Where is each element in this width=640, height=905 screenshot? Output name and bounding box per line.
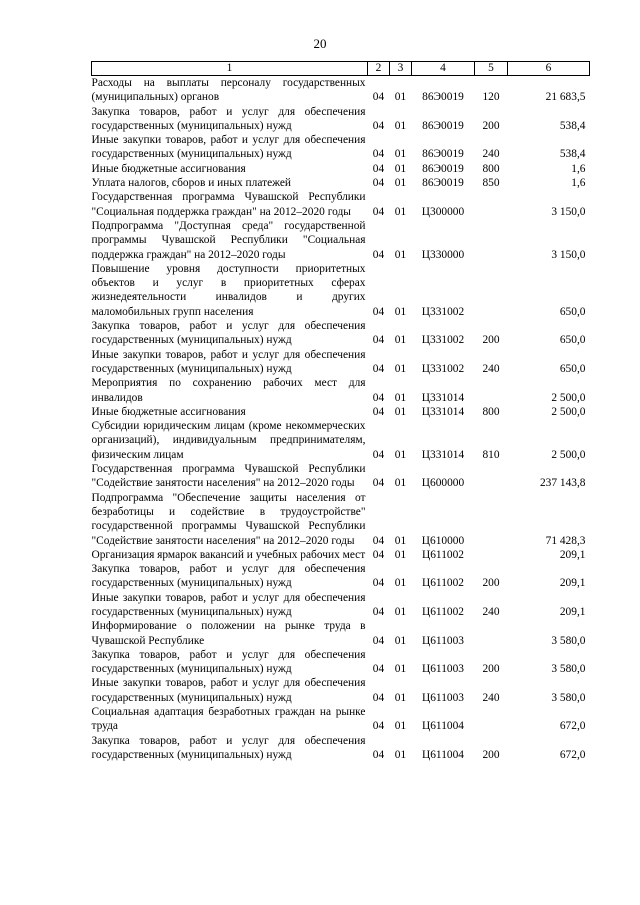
row-subsection: 01 [394,663,407,676]
header-col-section: 2 [368,62,390,76]
table-row [92,262,590,319]
row-name: Расходы на выплаты персоналу государственных (муниципальных) органов [91,77,366,104]
row-amount: 2 500,0 [551,405,586,418]
row-amount: 3 150,0 [551,248,586,261]
row-expense-type [475,619,508,648]
row-expense-type [475,190,508,219]
row-amount: 3 580,0 [551,634,586,647]
row-name: Подпрограмма "Доступная среда" государственной программы Чувашской Республики "Социальная поддержка граждан" на 2012–2020 годы [91,219,366,261]
table-row [92,562,590,591]
row-target-article: Ц300000 [421,205,465,218]
row-target-article: Ц600000 [421,477,465,490]
row-target-article: Ц611002 [422,605,464,618]
table-row [92,133,590,162]
row-expense-type [475,705,508,734]
row-section: 04 [372,205,385,218]
row-name: Закупка товаров, работ и услуг для обеспечения государственных (муниципальных) нужд [91,320,366,347]
row-target-article: 86Э0019 [422,91,464,104]
row-section: 04 [372,663,385,676]
row-section: 04 [372,148,385,161]
row-subsection: 01 [394,177,407,190]
row-name: Государственная программа Чувашской Республики "Социальная поддержка граждан" на 2012–2020 годы [91,191,366,218]
table-row [92,648,590,677]
page-number: 20 [313,36,327,51]
table-row [92,190,590,219]
row-name: Повышение уровня доступности приоритетных объектов и услуг в приоритетных сферах жизнедеятельности инвалидов и других маломобильных групп населения [91,262,366,318]
row-amount: 650,0 [559,362,586,375]
table-row [92,405,590,419]
row-target-article: Ц331002 [421,362,465,375]
table-body [92,76,590,763]
row-subsection: 01 [394,477,407,490]
row-expense-type [475,548,508,562]
row-subsection: 01 [394,577,407,590]
row-expense-type: 850 [482,177,500,190]
row-section: 04 [372,119,385,132]
row-section: 04 [372,534,385,547]
row-target-article: Ц331014 [421,405,465,418]
row-name: Мероприятия по сохранению рабочих мест для инвалидов [91,377,366,404]
row-target-article: 86Э0019 [422,177,464,190]
row-name: Иные бюджетные ассигнования [91,405,246,418]
row-subsection: 01 [394,720,407,733]
row-name: Закупка товаров, работ и услуг для обеспечения государственных (муниципальных) нужд [91,105,366,132]
row-section: 04 [372,162,385,175]
row-amount: 650,0 [559,305,586,318]
header-col-name: 1 [92,62,368,76]
row-section: 04 [372,577,385,590]
row-subsection: 01 [394,205,407,218]
row-target-article: Ц611002 [422,548,464,561]
row-expense-type: 240 [482,362,500,375]
header-row [92,62,590,76]
row-amount: 1,6 [571,162,586,175]
row-section: 04 [372,391,385,404]
row-amount: 2 500,0 [551,448,586,461]
row-expense-type [475,376,508,405]
table-row [92,491,590,548]
row-target-article: Ц610000 [421,534,465,547]
row-amount: 650,0 [559,334,586,347]
table-row [92,734,590,763]
table-row [92,176,590,190]
row-name: Субсидии юридическим лицам (кроме некоммерческих организаций), индивидуальным предпринимателям, физическим лицам [91,420,366,461]
row-target-article: Ц611004 [422,748,464,761]
row-name: Закупка товаров, работ и услуг для обеспечения государственных (муниципальных) нужд [91,734,366,761]
row-target-article: Ц331002 [421,334,465,347]
row-expense-type [475,462,508,491]
row-subsection: 01 [394,305,407,318]
row-amount: 672,0 [559,720,586,733]
row-name: Информирование о положении на рынке труда в Чувашской Республике [91,620,366,647]
row-name: Иные закупки товаров, работ и услуг для обеспечения государственных (муниципальных) нужд [91,348,366,375]
table-row [92,705,590,734]
table-header [92,62,590,76]
row-subsection: 01 [394,362,407,375]
table-row [92,619,590,648]
row-target-article: 86Э0019 [422,119,464,132]
row-expense-type: 200 [482,577,500,590]
row-section: 04 [372,477,385,490]
row-amount: 2 500,0 [551,391,586,404]
table-row [92,319,590,348]
row-name: Подпрограмма "Обеспечение защиты населения от безработицы и содействие в трудоустройстве" государственной программы Чувашской Республики "Содействие занятости населения" на 2012–2020 годы [91,491,366,547]
row-expense-type: 240 [482,148,500,161]
row-expense-type: 200 [482,334,500,347]
budget-table [91,61,590,762]
row-target-article: 86Э0019 [422,162,464,175]
row-expense-type: 120 [482,91,500,104]
row-name: Закупка товаров, работ и услуг для обеспечения государственных (муниципальных) нужд [91,648,366,676]
row-name: Уплата налогов, сборов и иных платежей [91,177,291,190]
header-col-amount: 6 [508,62,590,76]
row-section: 04 [372,448,385,461]
row-subsection: 01 [394,534,407,547]
row-section: 04 [372,748,385,761]
row-amount: 538,4 [559,148,586,161]
row-target-article: Ц611004 [422,720,464,733]
row-subsection: 01 [394,748,407,761]
row-expense-type [475,219,508,262]
table-row [92,419,590,462]
table-row [92,676,590,705]
row-expense-type: 240 [482,691,500,704]
row-amount: 71 428,3 [545,534,586,547]
row-target-article: Ц331002 [421,305,465,318]
row-amount: 3 150,0 [551,205,586,218]
row-expense-type: 810 [482,448,500,461]
row-target-article: Ц611003 [422,663,464,676]
row-expense-type: 200 [482,663,500,676]
row-expense-type [475,262,508,319]
row-section: 04 [372,362,385,375]
row-expense-type: 200 [482,748,500,761]
row-expense-type [475,491,508,548]
row-expense-type: 800 [482,405,500,418]
row-target-article: 86Э0019 [422,148,464,161]
row-subsection: 01 [394,691,407,704]
row-subsection: 01 [394,548,407,561]
row-name: Государственная программа Чувашской Республики "Содействие занятости населения" на 2012–2020 годы [91,463,366,490]
table-row [92,105,590,134]
row-amount: 672,0 [559,748,586,761]
row-section: 04 [372,334,385,347]
row-section: 04 [372,305,385,318]
row-expense-type: 800 [482,162,500,175]
header-col-expense-type: 5 [475,62,508,76]
row-section: 04 [372,605,385,618]
row-subsection: 01 [394,91,407,104]
row-subsection: 01 [394,448,407,461]
row-name: Социальная адаптация безработных граждан на рынке труда [91,706,366,733]
row-name: Иные закупки товаров, работ и услуг для обеспечения государственных (муниципальных) нужд [91,677,366,704]
table-row [92,219,590,262]
row-section: 04 [372,720,385,733]
row-target-article: Ц611003 [422,634,464,647]
row-amount: 3 580,0 [551,691,586,704]
row-name: Иные бюджетные ассигнования [91,162,246,175]
header-col-subsection: 3 [390,62,412,76]
row-target-article: Ц611002 [422,577,464,590]
row-amount: 1,6 [571,177,586,190]
row-name: Иные закупки товаров, работ и услуг для обеспечения государственных (муниципальных) нужд [91,591,366,618]
row-target-article: Ц330000 [421,248,465,261]
row-section: 04 [372,691,385,704]
table-row [92,76,590,105]
row-section: 04 [372,91,385,104]
row-subsection: 01 [394,148,407,161]
row-subsection: 01 [394,248,407,261]
table-row [92,376,590,405]
row-target-article: Ц611003 [422,691,464,704]
row-amount: 538,4 [559,119,586,132]
row-expense-type: 200 [482,119,500,132]
table-row [92,348,590,377]
row-amount: 237 143,8 [539,477,586,490]
row-expense-type: 240 [482,605,500,618]
row-section: 04 [372,634,385,647]
row-section: 04 [372,548,385,561]
row-section: 04 [372,405,385,418]
table-row [92,591,590,620]
row-subsection: 01 [394,405,407,418]
row-name: Иные закупки товаров, работ и услуг для обеспечения государственных (муниципальных) нужд [91,134,366,161]
row-subsection: 01 [394,334,407,347]
row-amount: 209,1 [559,605,586,618]
table-row [92,548,590,562]
row-subsection: 01 [394,391,407,404]
row-target-article: Ц331014 [421,448,465,461]
row-amount: 209,1 [559,548,586,561]
row-name: Организация ярмарок вакансий и учебных рабочих мест [91,548,366,561]
row-amount: 21 683,5 [545,91,586,104]
row-subsection: 01 [394,634,407,647]
row-amount: 3 580,0 [551,663,586,676]
row-name: Закупка товаров, работ и услуг для обеспечения государственных (муниципальных) нужд [91,563,366,590]
row-amount: 209,1 [559,577,586,590]
header-col-target-article: 4 [412,62,475,76]
row-subsection: 01 [394,119,407,132]
table-row [92,162,590,176]
row-target-article: Ц331014 [421,391,465,404]
row-subsection: 01 [394,605,407,618]
row-subsection: 01 [394,162,407,175]
row-section: 04 [372,248,385,261]
table-row [92,462,590,491]
row-section: 04 [372,177,385,190]
